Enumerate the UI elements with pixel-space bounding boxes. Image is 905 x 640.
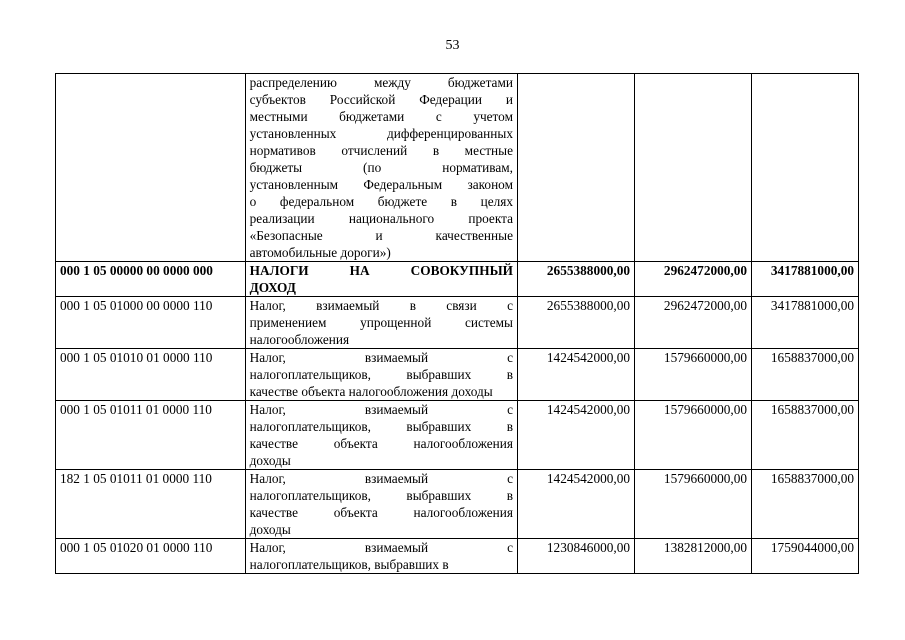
budget-classification-code (56, 74, 246, 262)
revenue-name-line: налогообложения (249, 332, 350, 347)
amount-year-3: 3417881000,00 (752, 262, 859, 297)
table-row (56, 74, 859, 262)
table-row (56, 539, 859, 574)
revenue-name-line: установленных дифференцированных (249, 126, 513, 141)
revenue-name (245, 74, 517, 262)
revenue-name-line: автомобильные дороги») (249, 245, 391, 260)
budget-classification-code: 000 1 05 01010 01 0000 110 (56, 349, 246, 401)
amount-year-1: 1424542000,00 (518, 401, 635, 470)
amount-year-1: 1230846000,00 (518, 539, 635, 574)
table-body (56, 74, 859, 574)
revenue-name-line: налогоплательщиков, выбравших в (249, 367, 513, 382)
amount-year-1: 1424542000,00 (518, 349, 635, 401)
revenue-name-line: качестве объекта налогообложения доходы (249, 384, 493, 399)
revenue-name-line: Налог, взимаемый с (249, 402, 513, 417)
table-row (56, 349, 859, 401)
amount-year-3: 1759044000,00 (752, 539, 859, 574)
revenue-name-line: установленным Федеральным законом (249, 177, 513, 192)
revenue-name-line: доходы (249, 453, 291, 468)
table-row (56, 262, 859, 297)
amount-year-3: 1658837000,00 (752, 470, 859, 539)
revenue-name (245, 470, 517, 539)
amount-year-2: 1579660000,00 (635, 349, 752, 401)
revenue-name-line: ДОХОД (249, 280, 296, 295)
revenue-name-line: местными бюджетами с учетом (249, 109, 513, 124)
budget-classification-code: 000 1 05 01011 01 0000 110 (56, 401, 246, 470)
revenue-name-line: «Безопасные и качественные (249, 228, 513, 243)
amount-year-1: 2655388000,00 (518, 297, 635, 349)
revenue-name-line: реализации национального проекта (249, 211, 513, 226)
revenue-name-line: Налог, взимаемый с (249, 350, 513, 365)
table-row (56, 470, 859, 539)
revenue-name-line: налогоплательщиков, выбравших в (249, 488, 513, 503)
amount-year-2 (635, 74, 752, 262)
revenue-name-line: Налог, взимаемый с (249, 471, 513, 486)
revenue-name-line: налогоплательщиков, выбравших в (249, 419, 513, 434)
budget-classification-code: 000 1 05 01000 00 0000 110 (56, 297, 246, 349)
revenue-name-line: субъектов Российской Федерации и (249, 92, 513, 107)
page-number: 53 (445, 38, 460, 53)
revenue-name-line: Налог, взимаемый с (249, 540, 513, 555)
revenue-name (245, 539, 517, 574)
revenue-name (245, 297, 517, 349)
revenue-name-line: качестве объекта налогообложения (249, 436, 513, 451)
revenue-name-line: нормативов отчислений в местные (249, 143, 513, 158)
revenue-name-line: налогоплательщиков, выбравших в (249, 557, 449, 572)
revenue-name-line: о федеральном бюджете в целях (249, 194, 513, 209)
budget-classification-code: 182 1 05 01011 01 0000 110 (56, 470, 246, 539)
table-row (56, 401, 859, 470)
revenue-name-line: распределению между бюджетами (249, 75, 513, 90)
amount-year-2: 2962472000,00 (635, 297, 752, 349)
amount-year-2: 1382812000,00 (635, 539, 752, 574)
budget-revenue-table (55, 73, 859, 574)
amount-year-2: 1579660000,00 (635, 401, 752, 470)
amount-year-3: 3417881000,00 (752, 297, 859, 349)
revenue-name-line: НАЛОГИ НА СОВОКУПНЫЙ (249, 263, 513, 278)
revenue-name (245, 262, 517, 297)
amount-year-1: 2655388000,00 (518, 262, 635, 297)
revenue-name-line: Налог, взимаемый в связи с (249, 298, 513, 313)
amount-year-2: 2962472000,00 (635, 262, 752, 297)
budget-classification-code: 000 1 05 00000 00 0000 000 (56, 262, 246, 297)
amount-year-1 (518, 74, 635, 262)
revenue-name-line: доходы (249, 522, 291, 537)
amount-year-3: 1658837000,00 (752, 349, 859, 401)
revenue-name-line: применением упрощенной системы (249, 315, 513, 330)
amount-year-3 (752, 74, 859, 262)
amount-year-3: 1658837000,00 (752, 401, 859, 470)
amount-year-2: 1579660000,00 (635, 470, 752, 539)
table-row (56, 297, 859, 349)
amount-year-1: 1424542000,00 (518, 470, 635, 539)
revenue-name-line: бюджеты (по нормативам, (249, 160, 513, 175)
revenue-name (245, 349, 517, 401)
budget-classification-code: 000 1 05 01020 01 0000 110 (56, 539, 246, 574)
revenue-name-line: качестве объекта налогообложения (249, 505, 513, 520)
revenue-name (245, 401, 517, 470)
